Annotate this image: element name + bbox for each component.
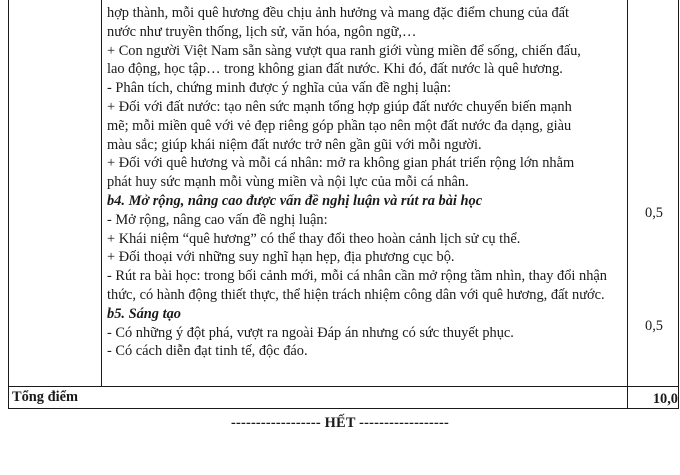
total-score: 10,0 bbox=[652, 391, 678, 407]
section-b4-line: thức, có hành động thiết thực, thể hiện trách nhiệm công dân với quê hương, đất nước. bbox=[107, 286, 605, 303]
section-b5-heading: b5. Sáng tạo bbox=[107, 305, 181, 322]
rubric-line: mẽ; mỗi miền quê với vẻ đẹp riêng góp phần tạo nên một đất nước đa dạng, giàu bbox=[107, 117, 572, 134]
rubric-line: nước như truyền thống, lịch sử, văn hóa, ngôn ngữ,… bbox=[107, 23, 417, 40]
rubric-line: phát huy sức mạnh mỗi vùng miền và nội lực của mỗi cá nhân. bbox=[107, 174, 469, 191]
section-b4-line: - Rút ra bài học: trong bối cảnh mới, mỗi cá nhân cần mở rộng tầm nhìn, thay đổi nhận bbox=[107, 268, 607, 285]
rubric-line: + Đối với quê hương và mỗi cá nhân: mở ra không gian phát triển rộng lớn nhằm bbox=[107, 155, 575, 172]
section-b4-score: 0,5 bbox=[645, 205, 663, 221]
table-border-left bbox=[8, 0, 9, 409]
section-b5-line: - Có những ý đột phá, vượt ra ngoài Đáp án nhưng có sức thuyết phục. bbox=[107, 324, 514, 341]
section-b4-line: + Đối thoại với những suy nghĩ hạn hẹp, địa phương cục bộ. bbox=[107, 249, 455, 266]
end-marker: ------------------ HẾT ------------------ bbox=[230, 415, 450, 431]
table-column-divider bbox=[101, 0, 102, 386]
section-b4-heading: b4. Mở rộng, nâng cao được vấn đề nghị luận và rút ra bài học bbox=[107, 192, 483, 209]
rubric-line: lao động, học tập… trong không gian đất nước. Khi đó, đất nước là quê hương. bbox=[107, 61, 563, 78]
rubric-line: hợp thành, mỗi quê hương đều chịu ảnh hưởng và mang đặc điểm chung của đất bbox=[107, 5, 570, 21]
section-b4-line: - Mở rộng, nâng cao vấn đề nghị luận: bbox=[107, 211, 328, 228]
table-total-top-border bbox=[8, 386, 679, 387]
rubric-line: + Đối với đất nước: tạo nên sức mạnh tổng hợp giúp đất nước chuyển biến mạnh bbox=[107, 98, 572, 115]
rubric-content bbox=[107, 4, 625, 361]
section-b5-line: - Có cách diễn đạt tinh tế, độc đáo. bbox=[107, 343, 308, 360]
rubric-line: - Phân tích, chứng minh được ý nghĩa của vấn đề nghị luận: bbox=[107, 80, 452, 97]
total-label: Tổng điểm bbox=[12, 389, 78, 405]
rubric-line: + Con người Việt Nam sẵn sàng vượt qua ranh giới vùng miền để sống, chiến đấu, bbox=[107, 42, 581, 59]
section-b4-line: + Khái niệm “quê hương” có thể thay đổi theo hoàn cảnh lịch sử cụ thể. bbox=[107, 230, 521, 247]
rubric-line: màu sắc; giúp khái niệm đất nước trở nên gần gũi với mỗi người. bbox=[107, 136, 482, 153]
section-b5-score: 0,5 bbox=[645, 318, 663, 334]
table-bottom-border bbox=[8, 408, 679, 409]
